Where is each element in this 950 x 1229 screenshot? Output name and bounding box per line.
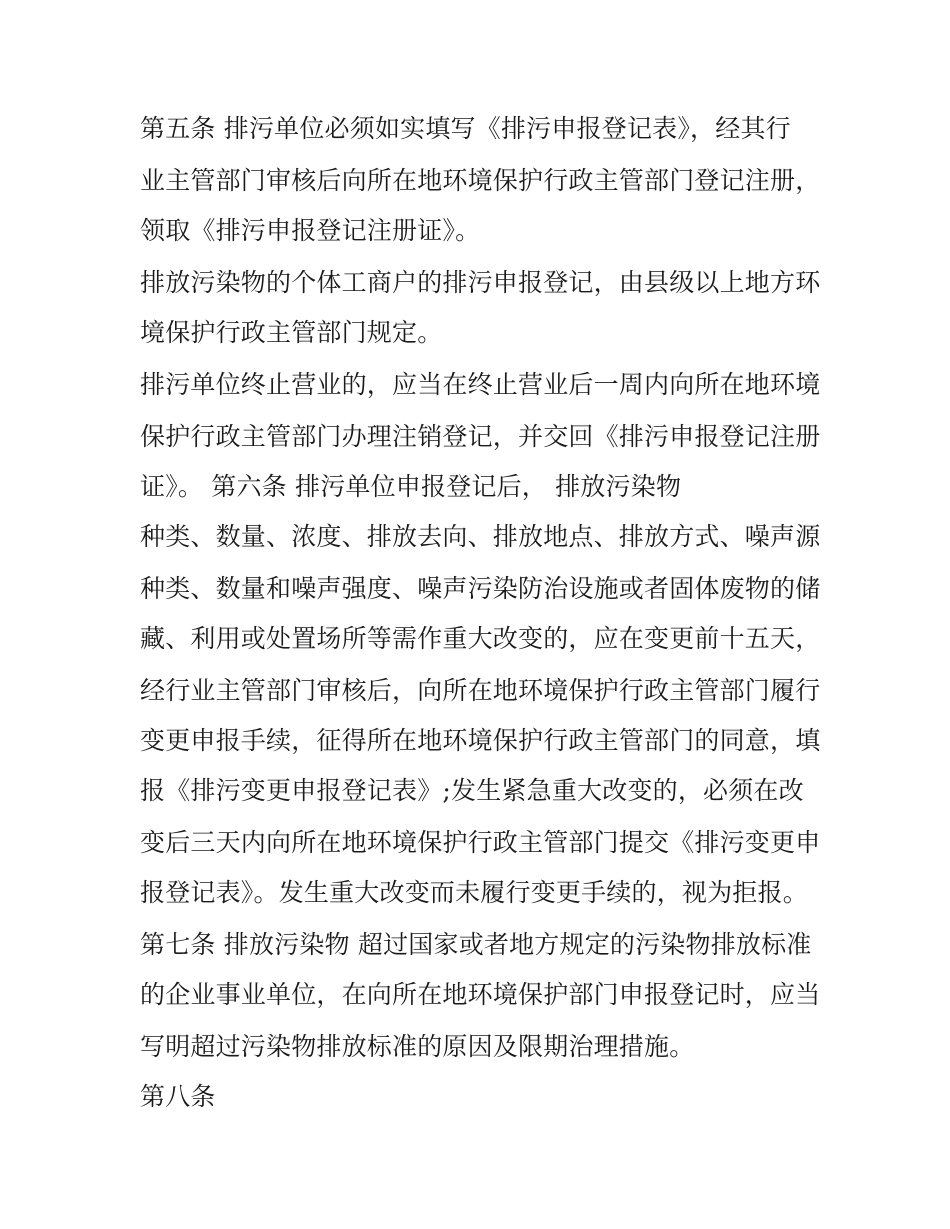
article-heading: 第八条 bbox=[140, 1082, 216, 1111]
text-line: 境保护行政主管部门规定。 bbox=[140, 318, 443, 347]
text-line: 种类、数量和噪声强度、噪声污染防治设施或者固体废物的储 bbox=[140, 574, 821, 603]
text-line: 排污单位终止营业的，应当在终止营业后一周内向所在地环境 bbox=[140, 370, 821, 399]
text-line: 经行业主管部门审核后，向所在地环境保护行政主管部门履行 bbox=[140, 676, 821, 705]
text-line: 第七条 排放污染物 超过国家或者地方规定的污染物排放标准 bbox=[140, 930, 812, 959]
text-line: 的企业事业单位，在向所在地环境保护部门申报登记时，应当 bbox=[140, 980, 821, 1009]
text-line: 领取《排污申报登记注册证》。 bbox=[140, 216, 481, 245]
text-line: 种类、数量、浓度、排放去向、排放地点、排放方式、噪声源 bbox=[140, 522, 821, 551]
text-line: 证》。 第六条 排污单位申报登记后， 排放污染物 bbox=[140, 472, 682, 501]
text-line: 变后三天内向所在地环境保护行政主管部门提交《排污变更申 bbox=[140, 828, 821, 857]
text-line: 排放污染物的个体工商户的排污申报登记，由县级以上地方环 bbox=[140, 268, 821, 297]
text-line: 业主管部门审核后向所在地环境保护行政主管部门登记注册， bbox=[140, 166, 821, 195]
text-line: 报《排污变更申报登记表》;发生紧急重大改变的，必须在改 bbox=[140, 776, 804, 805]
text-line: 写明超过污染物排放标准的原因及限期治理措施。 bbox=[140, 1032, 695, 1061]
text-line: 报登记表》。发生重大改变而未履行变更手续的，视为拒报。 bbox=[140, 878, 808, 907]
text-line: 第五条 排污单位必须如实填写《排污申报登记表》，经其行 bbox=[140, 114, 791, 143]
text-line: 藏、利用或处置场所等需作重大改变的，应在变更前十五天， bbox=[140, 624, 821, 653]
text-line: 保护行政主管部门办理注销登记，并交回《排污申报登记注册 bbox=[140, 422, 821, 451]
text-line: 变更申报手续，征得所在地环境保护行政主管部门的同意，填 bbox=[140, 726, 821, 755]
